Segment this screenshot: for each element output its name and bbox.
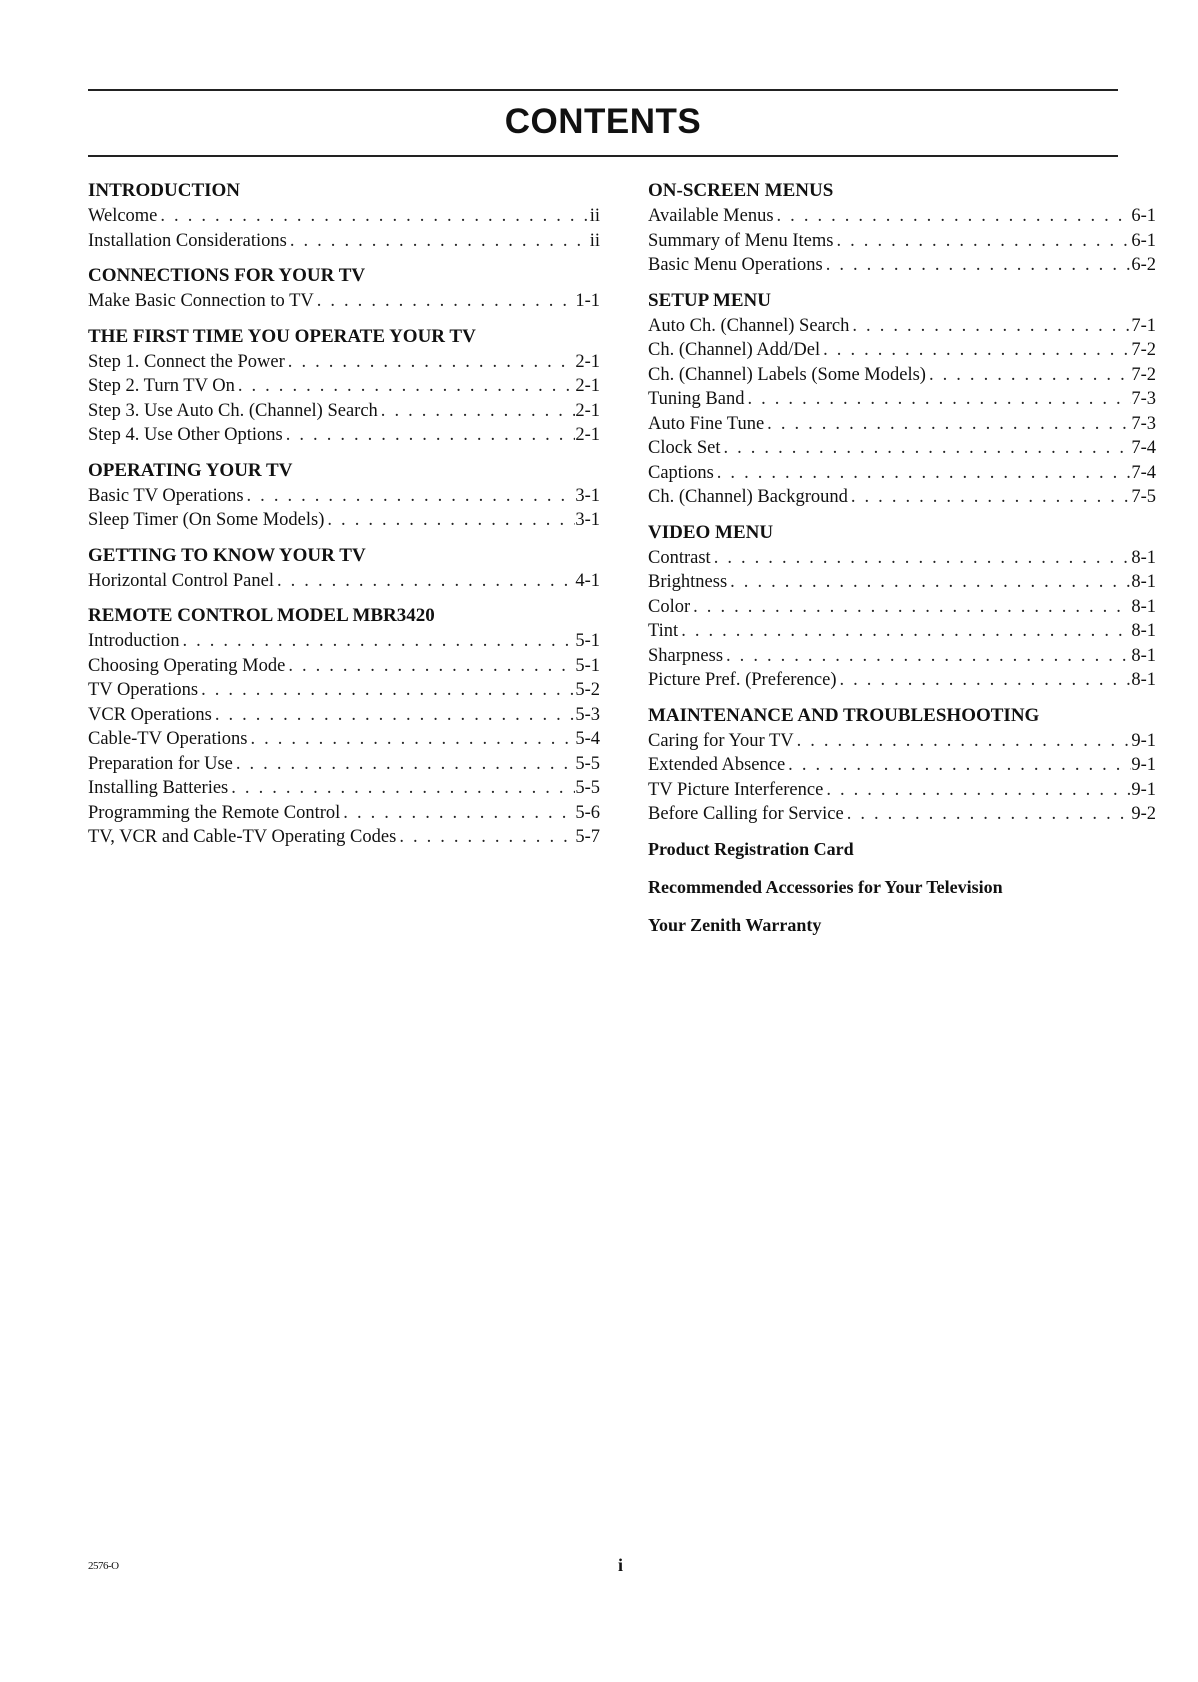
toc-section [88, 178, 600, 253]
section-heading: VIDEO MENU [648, 521, 774, 543]
entry-label: Extended Absence [648, 755, 786, 775]
section-heading: GETTING TO KNOW YOUR TV [88, 544, 366, 566]
entry-page-number: 5-5 [575, 778, 600, 798]
toc-entry [648, 436, 1156, 461]
toc-entry [648, 229, 1156, 254]
entry-page-number: 9-2 [1131, 804, 1156, 824]
entry-label: Color [648, 596, 691, 617]
toc-entry [648, 546, 1156, 571]
toc-entry [648, 338, 1156, 363]
top-rule [88, 89, 1118, 91]
bottom-rule [88, 155, 1118, 157]
entry-label: Auto Fine Tune [648, 413, 765, 434]
entry-label: TV Operations [88, 680, 199, 700]
left-column [88, 178, 600, 860]
entry-label: Available Menus [648, 206, 774, 226]
dot-leader [823, 778, 1131, 803]
page-title: CONTENTS [504, 102, 702, 141]
toc-entry [648, 253, 1156, 278]
entry-page-number: 5-1 [575, 631, 600, 651]
entry-label: Cable-TV Operations [88, 729, 248, 749]
toc-entry [648, 387, 1156, 412]
toc-entry [88, 204, 600, 229]
section-heading: SETUP MENU [648, 289, 771, 311]
section-heading: THE FIRST TIME YOU OPERATE YOUR TV [88, 325, 476, 347]
dot-leader [834, 229, 1132, 254]
entry-page-number: 6-2 [1131, 255, 1156, 275]
entry-page-number: 7-4 [1131, 438, 1156, 458]
dot-leader [774, 204, 1132, 229]
entry-page-number: 5-4 [575, 729, 600, 749]
toc-entry [88, 374, 600, 399]
dot-leader [287, 229, 590, 254]
toc-entry [88, 801, 600, 826]
toc-entry [88, 752, 600, 777]
entry-label: Ch. (Channel) Labels (Some Models) [648, 364, 926, 385]
toc-entry [648, 485, 1156, 510]
section-heading: INTRODUCTION [88, 180, 241, 201]
entry-page-number: 8-1 [1131, 596, 1156, 617]
dot-leader [720, 436, 1131, 461]
dot-leader [849, 314, 1131, 339]
entry-label: Captions [648, 462, 714, 483]
entry-label: Programming the Remote Control [88, 802, 341, 823]
toc-section [648, 703, 1156, 827]
dot-leader [396, 825, 575, 850]
toc-entry [648, 668, 1156, 693]
dot-leader [324, 508, 575, 533]
toc-entry [88, 776, 600, 801]
entry-label: Installation Considerations [88, 230, 287, 251]
dot-leader [274, 569, 575, 594]
dot-leader [785, 753, 1131, 778]
page-number: i [618, 1555, 624, 1575]
dot-leader [727, 570, 1131, 595]
entry-label: Brightness [648, 572, 728, 592]
entry-label: Welcome [88, 206, 158, 226]
toc-entry [88, 423, 600, 448]
entry-page-number: 7-5 [1131, 487, 1156, 507]
dot-leader [247, 727, 575, 752]
entry-page-number: 2-1 [575, 400, 600, 421]
entry-page-number: 5-3 [575, 704, 600, 725]
section-heading: OPERATING YOUR TV [88, 459, 293, 481]
dot-leader [837, 668, 1132, 693]
entry-label: Ch. (Channel) Add/Del [648, 340, 821, 360]
entry-label: Installing Batteries [88, 778, 229, 798]
entry-page-number: 3-1 [575, 485, 600, 506]
toc-entry [648, 314, 1156, 339]
entry-label: Preparation for Use [88, 753, 233, 774]
dot-leader [820, 338, 1131, 363]
toc-extra-item: Recommended Accessories for Your Television [648, 876, 1003, 897]
toc-entry [648, 412, 1156, 437]
entry-page-number: 3-1 [575, 510, 600, 530]
dot-leader [235, 374, 575, 399]
toc-extra-item: Your Zenith Warranty [648, 914, 822, 935]
entry-page-number: 9-1 [1131, 779, 1156, 800]
entry-page-number: 8-1 [1131, 547, 1156, 568]
toc-entry [88, 484, 600, 509]
dot-leader [764, 412, 1131, 437]
entry-label: TV, VCR and Cable-TV Operating Codes [88, 827, 397, 847]
entry-page-number: 7-4 [1131, 462, 1156, 483]
dot-leader [233, 752, 575, 777]
dot-leader [714, 461, 1132, 486]
toc-section [88, 603, 600, 850]
entry-label: Basic Menu Operations [648, 255, 823, 275]
toc-entry [648, 619, 1156, 644]
dot-leader [848, 485, 1131, 510]
toc-entry [88, 703, 600, 728]
dot-leader [244, 484, 576, 509]
entry-label: VCR Operations [88, 704, 212, 725]
toc-extra-item: Product Registration Card [648, 838, 854, 859]
entry-page-number: 2-1 [575, 425, 600, 445]
entry-page-number: 7-2 [1131, 340, 1156, 360]
entry-label: Before Calling for Service [648, 804, 844, 824]
toc-entry [88, 508, 600, 533]
toc-entry [88, 825, 600, 850]
toc-entry [88, 654, 600, 679]
entry-page-number: 5-2 [575, 680, 600, 700]
toc-entry [88, 229, 600, 254]
entry-page-number: 6-1 [1131, 230, 1156, 251]
entry-label: Contrast [648, 547, 711, 568]
toc-entry [648, 461, 1156, 486]
entry-label: TV Picture Interference [648, 779, 824, 800]
dot-leader [285, 654, 575, 679]
entry-page-number: 8-1 [1131, 572, 1156, 592]
entry-label: Summary of Menu Items [648, 230, 834, 251]
entry-label: Horizontal Control Panel [88, 570, 274, 591]
entry-label: Sleep Timer (On Some Models) [88, 510, 325, 530]
dot-leader [723, 644, 1131, 669]
toc-section [648, 288, 1156, 510]
dot-leader [678, 619, 1131, 644]
entry-label: Step 2. Turn TV On [88, 376, 235, 396]
dot-leader [283, 423, 576, 448]
dot-leader [179, 629, 575, 654]
entry-page-number: 2-1 [575, 376, 600, 396]
toc-entry [648, 204, 1156, 229]
entry-page-number: ii [589, 206, 600, 226]
section-heading: REMOTE CONTROL MODEL MBR3420 [88, 605, 435, 626]
entry-label: Choosing Operating Mode [88, 655, 286, 676]
toc-entry [88, 727, 600, 752]
entry-page-number: 5-7 [575, 827, 600, 847]
entry-label: Tuning Band [648, 389, 745, 409]
toc-entry [648, 595, 1156, 620]
document-code: 2576-O [88, 1560, 119, 1572]
toc-entry [648, 753, 1156, 778]
toc-entry [88, 569, 600, 594]
entry-label: Sharpness [648, 645, 724, 666]
toc-section [88, 458, 600, 533]
entry-page-number: 4-1 [575, 570, 600, 591]
entry-label: Caring for Your TV [648, 730, 794, 751]
entry-page-number: 2-1 [575, 351, 600, 372]
entry-page-number: 1-1 [575, 291, 600, 311]
toc-section [648, 178, 1156, 278]
entry-page-number: 8-1 [1131, 621, 1156, 641]
entry-page-number: 7-1 [1131, 315, 1156, 336]
dot-leader [926, 363, 1131, 388]
dot-leader [285, 350, 576, 375]
toc-entry [88, 678, 600, 703]
toc-section [88, 324, 600, 448]
entry-label: Step 3. Use Auto Ch. (Channel) Search [88, 400, 378, 421]
dot-leader [378, 399, 576, 424]
dot-leader [228, 776, 575, 801]
entry-page-number: 6-1 [1131, 206, 1156, 226]
entry-page-number: 7-2 [1131, 364, 1156, 385]
dot-leader [711, 546, 1132, 571]
toc-section [88, 543, 600, 594]
entry-label: Step 1. Connect the Power [88, 351, 285, 372]
entry-page-number: 7-3 [1131, 413, 1156, 434]
section-heading: MAINTENANCE AND TROUBLESHOOTING [648, 704, 1040, 726]
toc-entry [88, 399, 600, 424]
entry-label: Tint [648, 621, 679, 641]
dot-leader [212, 703, 575, 728]
entry-page-number: ii [589, 230, 600, 251]
toc-section [88, 263, 600, 314]
dot-leader [198, 678, 575, 703]
toc-entry [648, 778, 1156, 803]
dot-leader [157, 204, 589, 229]
entry-label: Auto Ch. (Channel) Search [648, 315, 850, 336]
entry-page-number: 5-1 [575, 655, 600, 676]
toc-entry [88, 629, 600, 654]
entry-label: Picture Pref. (Preference) [648, 670, 837, 690]
entry-label: Introduction [88, 631, 180, 651]
entry-page-number: 7-3 [1131, 389, 1156, 409]
toc-entry [648, 644, 1156, 669]
toc-entry [648, 802, 1156, 827]
entry-page-number: 5-5 [575, 753, 600, 774]
entry-label: Clock Set [648, 438, 721, 458]
dot-leader [823, 253, 1132, 278]
section-heading: CONNECTIONS FOR YOUR TV [88, 265, 366, 286]
toc-entry [648, 363, 1156, 388]
right-column [648, 178, 1156, 937]
entry-page-number: 5-6 [575, 802, 600, 823]
dot-leader [844, 802, 1132, 827]
entry-label: Ch. (Channel) Background [648, 487, 848, 507]
section-heading: ON-SCREEN MENUS [648, 180, 834, 201]
entry-page-number: 8-1 [1131, 645, 1156, 666]
entry-page-number: 8-1 [1131, 670, 1156, 690]
toc-section [648, 520, 1156, 693]
dot-leader [744, 387, 1131, 412]
dot-leader [314, 289, 576, 314]
entry-label: Step 4. Use Other Options [88, 425, 283, 445]
toc-entry [88, 350, 600, 375]
toc-entry [648, 729, 1156, 754]
dot-leader [794, 729, 1132, 754]
dot-leader [340, 801, 575, 826]
toc-entry [648, 570, 1156, 595]
dot-leader [690, 595, 1131, 620]
entry-page-number: 9-1 [1131, 755, 1156, 775]
toc-entry [88, 289, 600, 314]
entry-page-number: 9-1 [1131, 730, 1156, 751]
entry-label: Basic TV Operations [88, 485, 244, 506]
entry-label: Make Basic Connection to TV [88, 291, 314, 311]
